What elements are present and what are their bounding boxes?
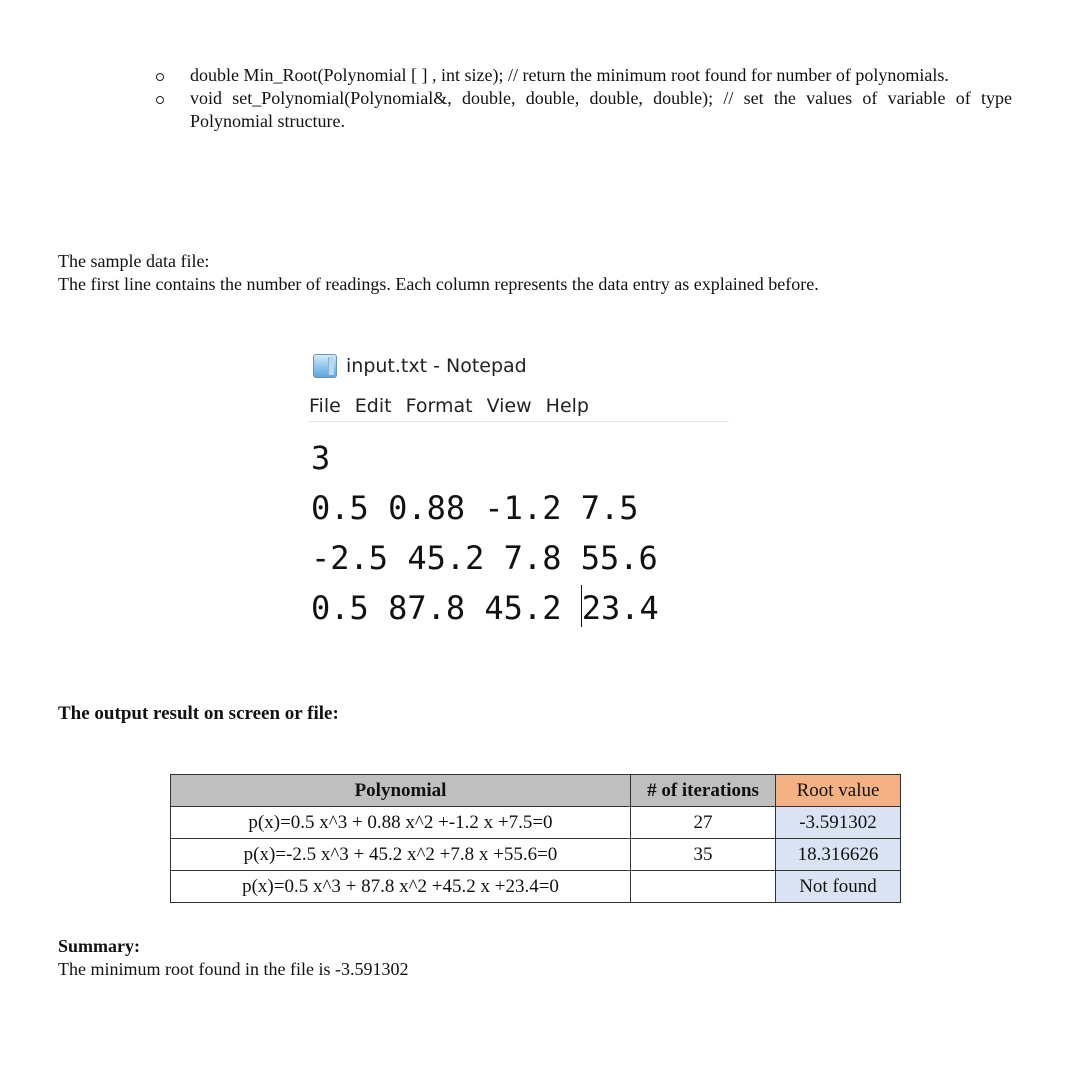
results-table	[170, 774, 901, 903]
header-polynomial: Polynomial	[171, 775, 631, 807]
summary-title: Summary:	[58, 936, 140, 956]
cell-polynomial: p(x)=0.5 x^3 + 87.8 x^2 +45.2 x +23.4=0	[171, 871, 631, 903]
cell-root-value: Not found	[776, 871, 901, 903]
menu-help[interactable]: Help	[545, 395, 589, 417]
notepad-titlebar	[313, 353, 527, 379]
table-row	[171, 871, 901, 903]
file-line-count: 3	[311, 439, 331, 477]
cell-root-value: 18.316626	[776, 839, 901, 871]
notepad-screenshot	[305, 345, 730, 635]
hollow-circle-bullet-icon	[156, 96, 164, 104]
cell-iterations: 35	[631, 839, 776, 871]
bullet-item-set-polynomial	[150, 87, 1012, 133]
notepad-text-area[interactable]	[311, 433, 659, 633]
menu-edit[interactable]: Edit	[354, 395, 392, 417]
file-line-1: 0.5 0.88 -1.2 7.5	[311, 489, 639, 527]
notepad-menu-bar	[309, 395, 729, 422]
cell-iterations: 27	[631, 807, 776, 839]
notepad-window-title: input.txt - Notepad	[346, 355, 527, 377]
hollow-circle-bullet-icon	[156, 73, 164, 81]
bullet-text: void set_Polynomial(Polynomial&, double, double, double, double); // set the values of variable of type Polynomial structure.	[190, 88, 1012, 131]
function-bullet-list	[150, 64, 1012, 133]
menu-format[interactable]: Format	[405, 395, 473, 417]
notepad-icon	[313, 354, 337, 378]
cell-root-value: -3.591302	[776, 807, 901, 839]
cell-polynomial: p(x)=-2.5 x^3 + 45.2 x^2 +7.8 x +55.6=0	[171, 839, 631, 871]
bullet-text: double Min_Root(Polynomial [ ] , int size); // return the minimum root found for number of polynomials.	[190, 65, 949, 85]
file-line-3-start: 0.5 87.8 45.2	[311, 589, 581, 627]
summary-section	[58, 935, 408, 981]
header-root-value: Root value	[776, 775, 901, 807]
menu-file[interactable]: File	[309, 395, 341, 417]
intro-line-1: The sample data file:	[58, 251, 210, 271]
menu-view[interactable]: View	[486, 395, 532, 417]
output-heading: The output result on screen or file:	[58, 703, 339, 724]
intro-line-2: The first line contains the number of readings. Each column represents the data entry as explained before.	[58, 274, 819, 294]
table-row	[171, 839, 901, 871]
header-iterations: # of iterations	[631, 775, 776, 807]
table-header-row	[171, 775, 901, 807]
file-line-2: -2.5 45.2 7.8 55.6	[311, 539, 658, 577]
sample-data-intro	[58, 250, 1018, 296]
table-row	[171, 807, 901, 839]
summary-text: The minimum root found in the file is -3.591302	[58, 959, 409, 979]
bullet-item-min-root	[150, 64, 1012, 87]
file-line-3-end: 23.4	[581, 589, 659, 627]
file-line-3	[311, 583, 659, 633]
cell-iterations	[631, 871, 776, 903]
cell-polynomial: p(x)=0.5 x^3 + 0.88 x^2 +-1.2 x +7.5=0	[171, 807, 631, 839]
